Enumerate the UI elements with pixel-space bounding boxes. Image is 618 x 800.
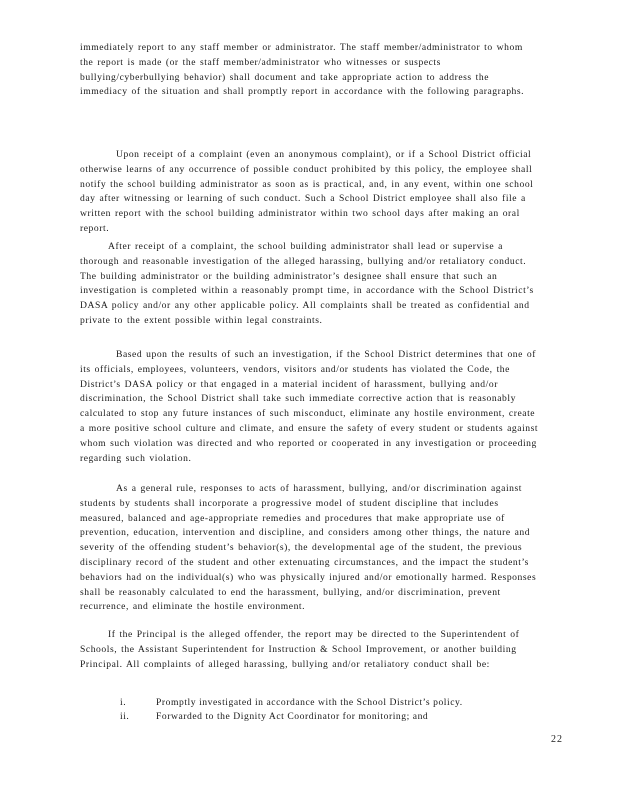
list-item-text: Forwarded to the Dignity Act Coordinator for monitoring; and: [156, 711, 429, 722]
list-item-number: ii.: [120, 711, 130, 722]
paragraph-principal-offender: If the Principal is the alleged offender, the report may be directed to the Superintendent of Schools, the Assistant Superintendent for Instruction & School Improvement, or another building Principal. All complaints of alleged harassing, bullying and/or retaliatory conduct shall be:: [80, 629, 520, 670]
paragraph-general-rule: As a general rule, responses to acts of harassment, bullying, and/or discrimination against students by students shall incorporate a progressive model of student discipline that includes measured, balanced and age-appropriate remedies and procedures that make appropriate use of prevention, education, intervention and discipline, and considers among other things, the nature and severity of the offending student’s behavior(s), the developmental age of the student, the previous disciplinary record of the student and other extenuating circumstances, and the impact the student’s behaviors had on the individual(s) who was physically injured and/or emotionally harmed. Responses shall be reasonably calculated to end the harassment, bullying, and/or discrimination, prevent recurrence, and eliminate the hostile environment.: [80, 483, 537, 613]
list-item-number: i.: [120, 697, 127, 708]
paragraph-after-receipt: After receipt of a complaint, the school building administrator shall lead or supervise a thorough and reasonable investigation of the alleged harassing, bullying and/or retaliatory conduct. The building administrator or the building administrator’s designee shall ensure that such an investigation is completed within a reasonably prompt time, in accordance with the School District’s DASA policy and/or any other applicable policy. All complaints shall be treated as confidential and private to the extent possible within legal constraints.: [80, 241, 534, 326]
paragraph-based-upon-results: Based upon the results of such an investigation, if the School District determines that one of its officials, employees, volunteers, vendors, visitors and/or students has violated the Code, the District’s DASA policy or that engaged in a material incident of harassment, bullying and/or discrimination, the School District shall take such immediate corrective action that is reasonably calculated to stop any future instances of such misconduct, eliminate any hostile environment, create a more positive school culture and climate, and ensure the safety of every student or students against whom such violation was directed and who reported or cooperated in any investigation or proceeding regarding such violation.: [80, 349, 539, 464]
page-number: 22: [551, 734, 563, 745]
paragraph-upon-receipt: Upon receipt of a complaint (even an anonymous complaint), or if a School District official otherwise learns of any occurrence of possible conduct prohibited by this policy, the employee shall notify the school building administrator as soon as is practical, and, in any event, within one school day after witnessing or learning of such conduct. Such a School District employee shall also file a written report with the school building administrator within two school days after making an oral report.: [80, 149, 534, 234]
list-item-text: Promptly investigated in accordance with the School District’s policy.: [156, 697, 463, 708]
paragraph-report-immediately: immediately report to any staff member or administrator. The staff member/administrator to whom the report is made (or the staff member/administrator who witnesses or suspects bullying/cyberbullying behavior) shall document and take appropriate action to address the immediacy of the situation and shall promptly report in accordance with the following paragraphs.: [80, 42, 525, 98]
